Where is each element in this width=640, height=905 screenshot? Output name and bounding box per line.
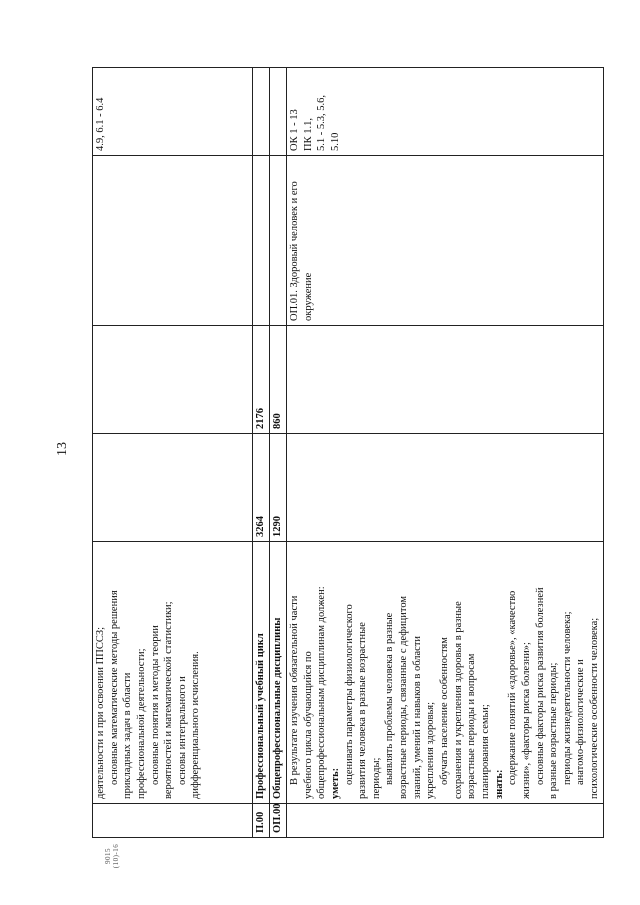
text-line: прикладных задач в области xyxy=(122,672,134,799)
text-line: развития человека в разные возрастные xyxy=(357,622,369,799)
cell-competencies xyxy=(270,68,287,156)
cell-description xyxy=(93,542,253,804)
text-line: знаний, умений и навыков в области xyxy=(411,635,423,799)
text-line: основные математические методы решения xyxy=(108,590,120,785)
cell-max-load: 1290 xyxy=(270,434,287,542)
cell-section-name: Общепрофессиональные дисциплины xyxy=(270,542,287,804)
cell-mandatory xyxy=(287,326,604,434)
rotated-table-area xyxy=(92,68,601,838)
text-line: возрастные периоды и вопросам xyxy=(466,653,478,799)
page-number: 13 xyxy=(55,442,70,456)
text-line: периоды; xyxy=(370,757,382,799)
text-line: ПК 1.1, xyxy=(302,118,314,151)
text-line: сохранения и укрепления здоровья в разные xyxy=(452,601,464,799)
curriculum-table xyxy=(92,68,601,838)
cell-code xyxy=(93,804,253,838)
cell-mandatory: 860 xyxy=(270,326,287,434)
cell-max-load: 3264 xyxy=(253,434,270,542)
cell-discipline: ОП.01. Здоровый человек и его окружение xyxy=(287,156,604,326)
cell-discipline xyxy=(93,156,253,326)
text-line: периоды жизнедеятельности человека; xyxy=(561,611,573,785)
text-line: дифференциального исчисления. xyxy=(190,651,202,799)
znat-label: знать: xyxy=(493,769,505,799)
cell-competencies xyxy=(287,68,604,156)
text-line: обучать население особенностям xyxy=(439,637,451,785)
text-line: возрастные периоды, связанные с дефицитом xyxy=(398,595,410,799)
table-row-discipline xyxy=(287,68,604,838)
text-line: вероятностей и математической статистики; xyxy=(163,601,175,799)
text-line: оценивать параметры физиологического xyxy=(343,604,355,785)
cell-competencies xyxy=(253,68,270,156)
text-line: 5.1 - 5.3, 5.6, xyxy=(316,95,328,151)
footer-code: 9015 (10)-16 xyxy=(104,843,120,869)
cell-code: ОП.00 xyxy=(270,804,287,838)
cell-code: П.00 xyxy=(253,804,270,838)
cell-competencies: 4.9, 6.1 - 6.4 xyxy=(93,68,253,156)
table-row-continuation xyxy=(93,68,253,838)
umet-label: уметь: xyxy=(329,767,341,799)
text-line: анатомо-физиологические и xyxy=(575,659,587,785)
text-line: психологические особенности человека; xyxy=(589,617,601,799)
cell-mandatory xyxy=(93,326,253,434)
text-line: В результате изучения обязательной части xyxy=(289,595,300,785)
text-line: в разные возрастные периоды; xyxy=(548,662,560,799)
text-line: деятельности и при освоении ППССЗ; xyxy=(95,626,106,799)
text-line: учебного цикла обучающийся по xyxy=(302,651,314,799)
cell-discipline xyxy=(253,156,270,326)
text-line: профессиональной деятельности; xyxy=(135,648,147,799)
cell-description xyxy=(287,542,604,804)
text-line: 5.10 xyxy=(329,132,341,151)
text-line: основные понятия и методы теории xyxy=(149,625,161,785)
cell-code xyxy=(287,804,604,838)
cell-max-load xyxy=(93,434,253,542)
text-line: выявлять проблемы человека в разные xyxy=(384,612,396,785)
text-line: основные факторы риска развития болезней xyxy=(534,587,546,785)
text-line: общепрофессиональным дисциплинам должен: xyxy=(316,586,328,799)
text-line: содержание понятий «здоровье», «качество xyxy=(507,590,519,785)
cell-mandatory: 2176 xyxy=(253,326,270,434)
cell-max-load xyxy=(287,434,604,542)
text-line: основы интегрального и xyxy=(176,676,188,785)
cell-discipline xyxy=(270,156,287,326)
table-row-section xyxy=(270,68,287,838)
text-line: планирования семьи; xyxy=(479,704,491,799)
table-row-section xyxy=(253,68,270,838)
text-line: укрепления здоровья; xyxy=(425,701,437,799)
cell-section-name: Профессиональный учебный цикл xyxy=(253,542,270,804)
text-line: ОК 1 - 13 xyxy=(289,109,300,151)
text-line: жизни», «факторы риска болезни»; xyxy=(520,642,532,799)
